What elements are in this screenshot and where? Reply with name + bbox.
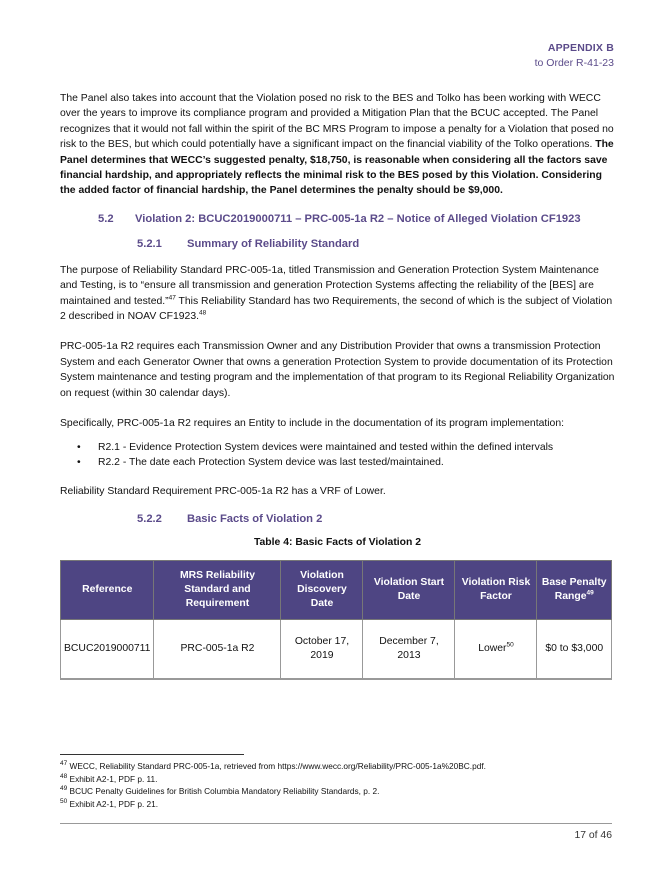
paragraph-specifically: Specifically, PRC-005-1a R2 requires an Entity to include in the documentation of its program implementation: [60,418,565,430]
footnote: $^{50}$ Exhibit A2-1, PDF p. 21. [60,798,159,809]
requirements-list [60,440,615,471]
section-heading-5-2 [60,213,615,225]
subsection-title: Basic Facts of Violation 2 [187,512,323,525]
list-item: • R2.2 - The date each Protection System device was last tested/maintained. [60,455,615,470]
order-reference: to Order R-41-23 [534,57,614,69]
footnote: $^{47}$ WECC, Reliability Standard PRC-005-1a, retrieved from https://www.wecc.org/Reliability/PRC-005-1a%20BC.pdf. [60,760,486,771]
footnote-ref[interactable]: 49 [586,589,594,597]
column-header: Base Penalty Range$^{49}$ [537,560,612,619]
paragraph-vrf: Reliability Standard Requirement PRC-005-1a R2 has a VRF of Lower. [60,486,386,498]
table-caption: Table 4: Basic Facts of Violation 2 [253,536,422,548]
column-header: Violation Start Date [363,560,455,619]
bullet-icon: • [77,441,81,453]
list-item: • R2.1 - Evidence Protection System devices were maintained and tested within the defined intervals [60,440,615,455]
table-row [61,619,612,679]
cell-reference: BCUC2019000711 [61,619,154,679]
footer-divider [60,823,612,824]
bold-determination: The Panel determines that WECC’s suggested penalty, $18,750, is reasonable when considering all the factors save financial hardship, and appropriately reflects the minimal risk to the BES posed by this Violation. Considering the added factor of financial hardship, the Panel determines the penalty should be $9,000. [60,139,614,197]
appendix-title: APPENDIX B [547,42,614,54]
section-title: Violation 2: BCUC2019000711 – PRC-005-1a R2 – Notice of Alleged Violation CF1923 [135,212,581,225]
footnote: $^{48}$ Exhibit A2-1, PDF p. 11. [60,772,158,784]
page-header [535,42,614,69]
cell-risk-factor: Lower$^{50}$ [455,619,537,679]
basic-facts-table [60,560,612,680]
footnote-ref[interactable]: 48 [199,309,207,317]
footnote-ref[interactable]: 47 [168,294,176,302]
subsection-title: Summary of Reliability Standard [187,237,360,250]
footnotes [60,760,620,810]
cell-discovery-date: October 17, 2019 [281,619,363,679]
column-header: Violation Risk Factor [455,560,537,619]
subsection-number: 5.2.1 [137,237,162,250]
cell-penalty-range: $0 to $3,000 [537,619,612,679]
footnote: $^{49}$ BCUC Penalty Guidelines for British Columbia Mandatory Reliability Standards, p. 2. [60,785,380,797]
section-number: 5.2 [98,212,114,225]
bullet-icon: • [77,456,81,468]
page-body [60,91,615,680]
paragraph-requirement: PRC-005-1a R2 requires each Transmission Owner and any Distribution Provider that owns a transmission Protection System and each Generator Owner that owns a generation Protection System to provide documentation of its Protection System maintenance and testing program and the implementation of that program to its Regional Reliability Organization on request (within 30 calendar days). [60,341,615,399]
table-header-row [61,560,612,619]
paragraph-penalty-determination: The Panel also takes into account that the Violation posed no risk to the BES and Tolko has been working with WECC over the years to improve its compliance program and provided a Mitigation Plan that the BCUC accepted. The Panel recognizes that it would not fall within the spirit of the BC MRS Program to impose a penalty for a Violation that posed no risk to the BES, but which could potentially have a significant impact on the financial viability of the Tolko operations. The Panel determines that WECC’s suggested penalty, $18,750, is reasonable when considering all the factors save financial hardship, and appropriately reflects the minimal risk to the BES posed by this Violation. Considering the added factor of financial hardship, the Panel determines the penalty should be $9,000. [60,93,614,197]
cell-standard: PRC-005-1a R2 [154,619,281,679]
subsection-heading-5-2-2 [60,513,615,525]
column-header: Violation Discovery Date [281,560,363,619]
footnote-ref[interactable]: 50 [506,641,514,649]
column-header: MRS Reliability Standard and Requirement [154,560,281,619]
column-header: Reference [61,560,154,619]
footnote-divider [60,754,244,755]
page-number: 17 of 46 [574,830,612,841]
paragraph-standard-purpose: The purpose of Reliability Standard PRC-005-1a, titled Transmission and Generation Protection System Maintenance and Testing, is to “ensure all transmission and generation Protection Systems affecting the reliability of the [BES] are maintained and tested.”$^{47}$ This Reliability Standard has two Requirements, the second of which is the subject of Violation 2 described in NOAV CF1923.48 [60,264,613,323]
subsection-heading-5-2-1 [60,238,615,250]
cell-start-date: December 7, 2013 [363,619,455,679]
subsection-number: 5.2.2 [137,512,162,525]
